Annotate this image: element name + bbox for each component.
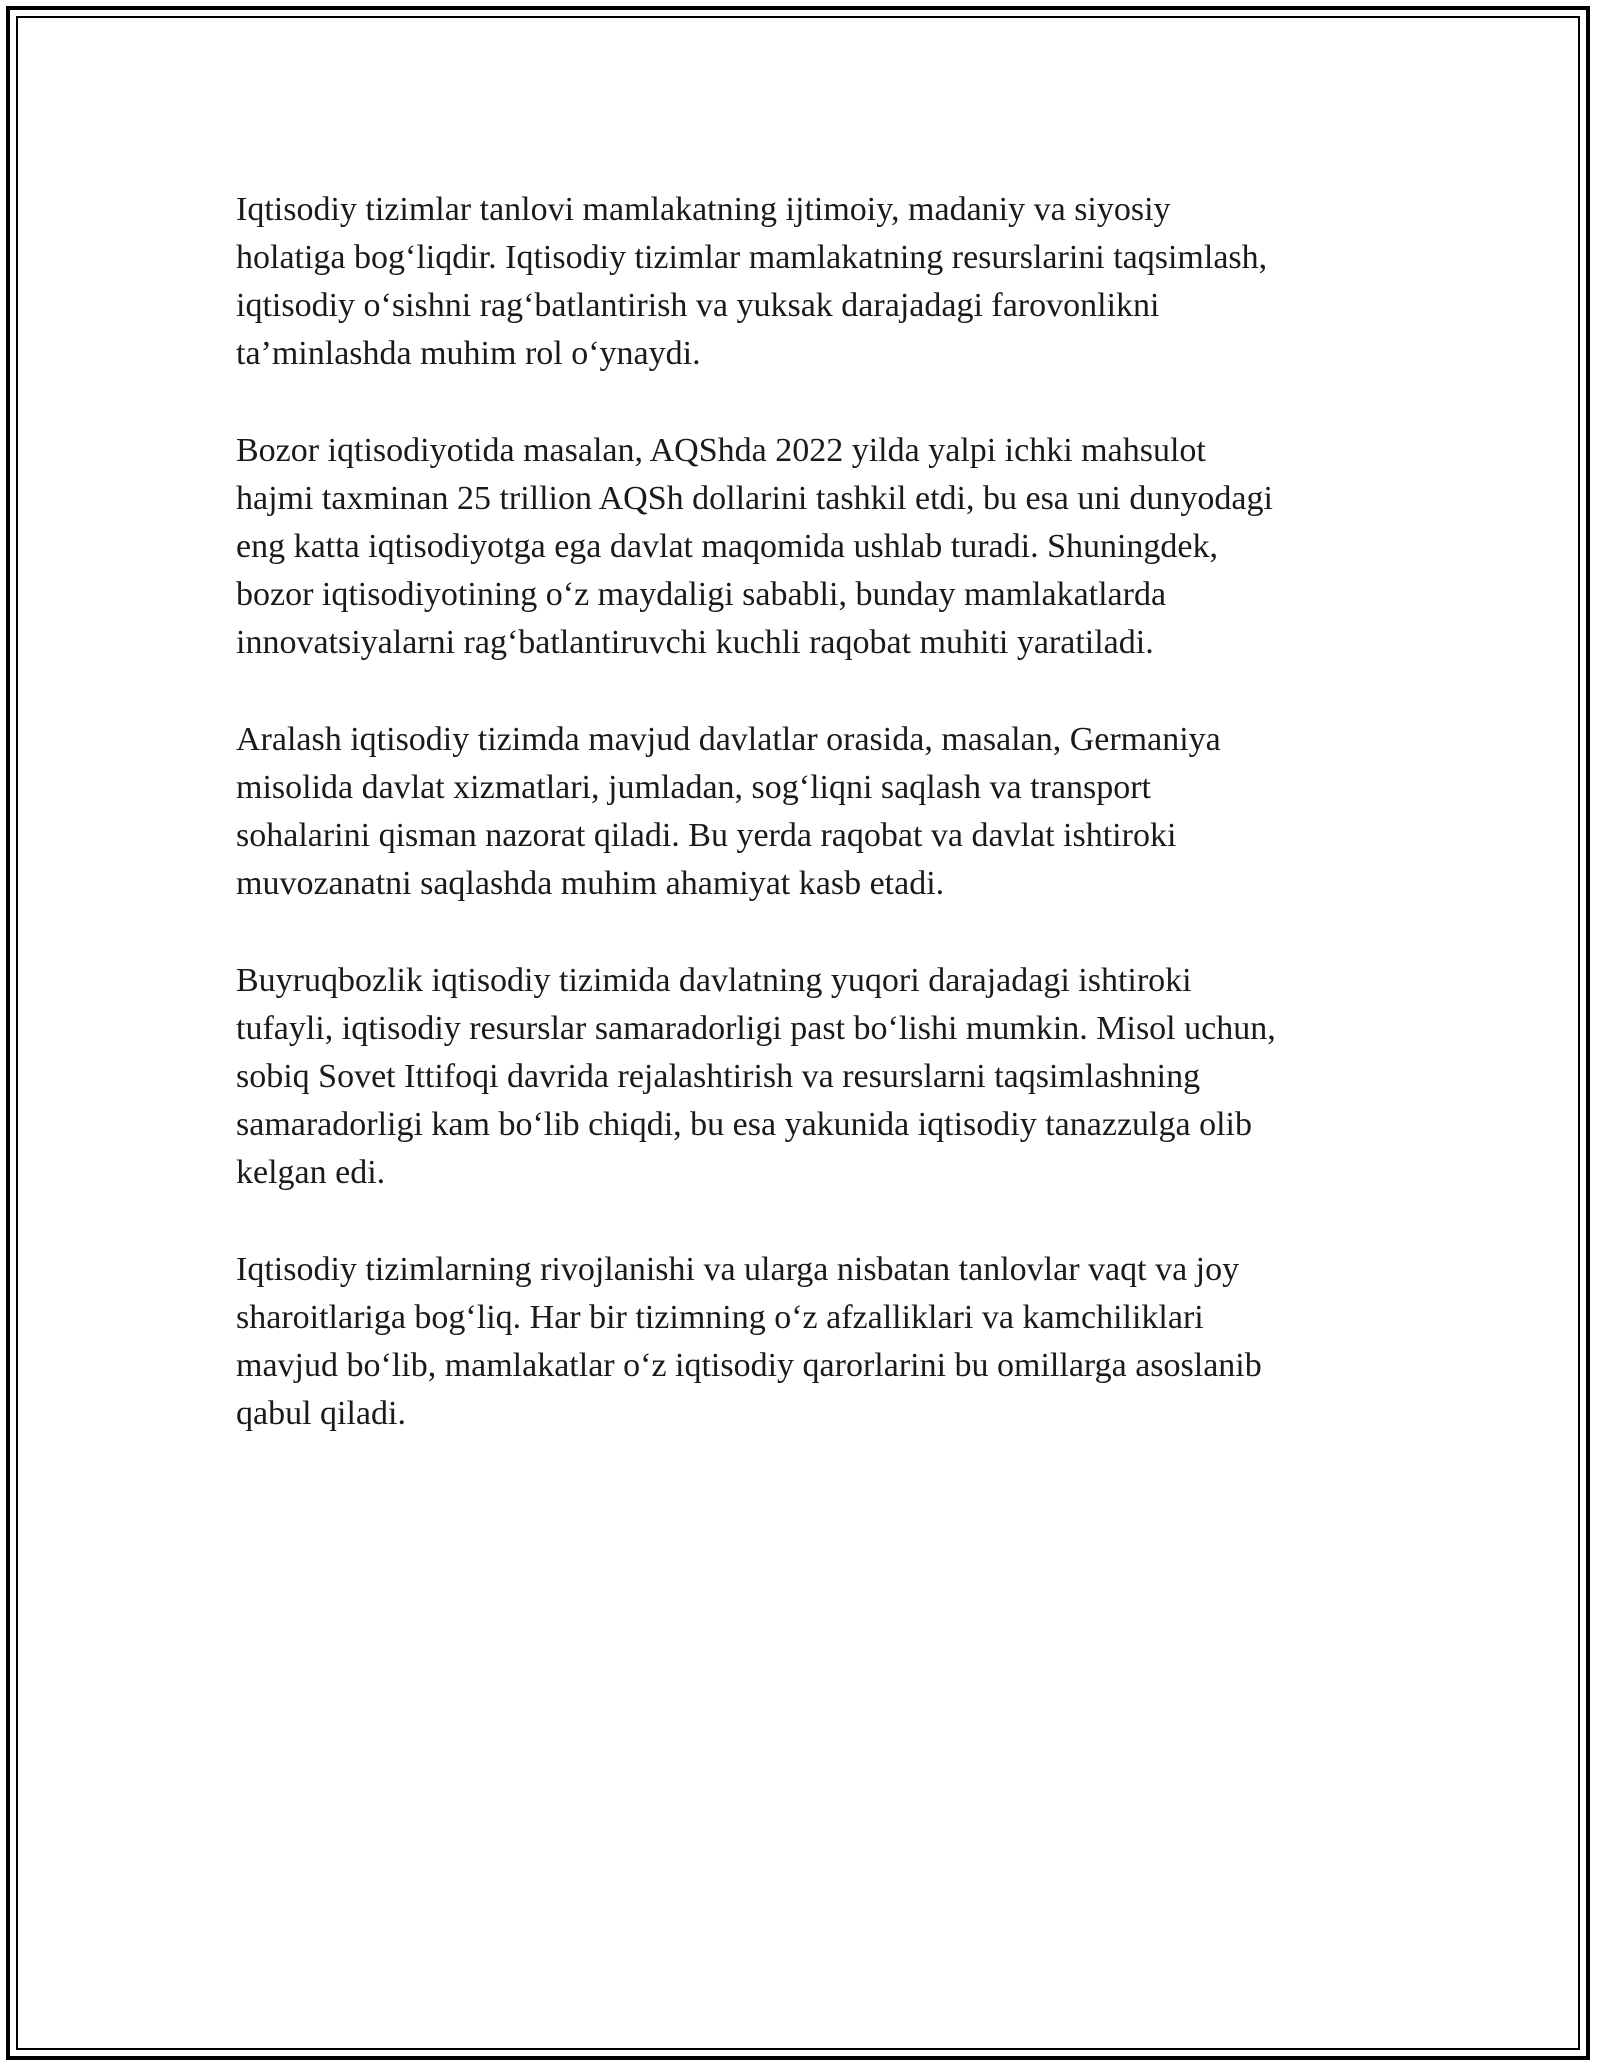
text-line: holatiga bog‘liqdir. Iqtisodiy tizimlar mamlakatning resurslarini taqsimlash, [236, 239, 1268, 276]
text-line: Bozor iqtisodiyotida masalan, AQShda 2022 yilda yalpi ichki mahsulot [236, 432, 1206, 469]
text-line: mavjud bo‘lib, mamlakatlar o‘z iqtisodiy qarorlarini bu omillarga asoslanib [236, 1347, 1262, 1384]
text-line: Buyruqbozlik iqtisodiy tizimida davlatning yuqori darajadagi ishtiroki [236, 962, 1192, 999]
text-line: hajmi taxminan 25 trillion AQSh dollarini tashkil etdi, bu esa uni dunyodagi [236, 480, 1273, 517]
text-line: muvozanatni saqlashda muhim ahamiyat kasb etadi. [236, 865, 945, 902]
paragraph-1 [236, 186, 1416, 378]
text-line: Iqtisodiy tizimlar tanlovi mamlakatning ijtimoiy, madaniy va siyosiy [236, 191, 1171, 228]
text-line: qabul qiladi. [236, 1395, 406, 1432]
text-line: samaradorligi kam bo‘lib chiqdi, bu esa yakunida iqtisodiy tanazzulga olib [236, 1106, 1252, 1143]
paragraph-2 [236, 427, 1416, 667]
text-line: kelgan edi. [236, 1154, 386, 1191]
text-line: sharoitlariga bog‘liq. Har bir tizimning o‘z afzalliklari va kamchiliklari [236, 1299, 1204, 1336]
text-line: sobiq Sovet Ittifoqi davrida rejalashtirish va resurslarni taqsimlashning [236, 1058, 1201, 1095]
text-line: Iqtisodiy tizimlarning rivojlanishi va ularga nisbatan tanlovlar vaqt va joy [236, 1251, 1240, 1288]
text-line: bozor iqtisodiyotining o‘z maydaligi sababli, bunday mamlakatlarda [236, 576, 1167, 613]
text-line: ta’minlashda muhim rol o‘ynaydi. [236, 335, 701, 372]
text-line: misolida davlat xizmatlari, jumladan, sog‘liqni saqlash va transport [236, 769, 1151, 806]
text-line: innovatsiyalarni rag‘batlantiruvchi kuchli raqobat muhiti yaratiladi. [236, 624, 1154, 661]
document-body [236, 186, 1416, 1487]
text-line: sohalarini qisman nazorat qiladi. Bu yerda raqobat va davlat ishtiroki [236, 817, 1177, 854]
text-line: tufayli, iqtisodiy resurslar samaradorligi past bo‘lishi mumkin. Misol uchun, [236, 1010, 1276, 1047]
paragraph-5 [236, 1246, 1416, 1438]
text-line: Aralash iqtisodiy tizimda mavjud davlatlar orasida, masalan, Germaniya [236, 721, 1221, 758]
text-line: iqtisodiy o‘sishni rag‘batlantirish va yuksak darajadagi farovonlikni [236, 287, 1160, 324]
paragraph-4 [236, 957, 1416, 1197]
paragraph-3 [236, 716, 1416, 908]
text-line: eng katta iqtisodiyotga ega davlat maqomida ushlab turadi. Shuningdek, [236, 528, 1219, 565]
